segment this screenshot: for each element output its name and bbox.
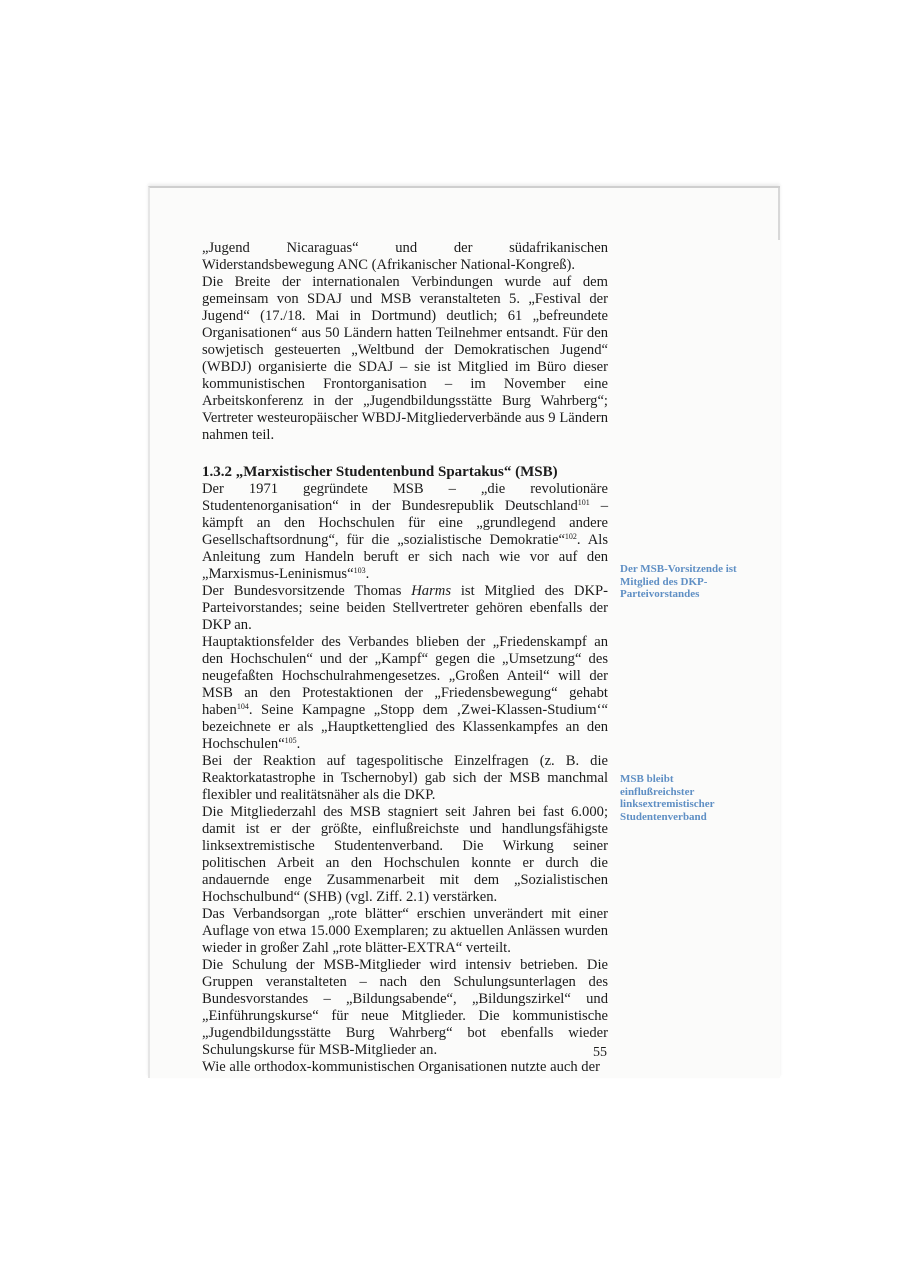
margin-note-membership: MSB bleibt einflußreichster linksextremistischer Studentenverband	[620, 773, 715, 823]
paragraph-intro-1: „Jugend Nicaraguas“ und der südafrikanischen Widerstandsbewegung ANC (Afrikanischer National-Kongreß).	[202, 240, 608, 273]
text-segment: .	[296, 736, 301, 752]
paragraph-msb-continued: Wie alle orthodox-kommunistischen Organisationen nutzte auch der	[202, 1059, 600, 1075]
text-segment: – kämpft an den Hochschulen für eine „grundlegend andere Gesellschaftsordnung“, für die „sozialistische Demokratie“	[202, 498, 608, 548]
footnote-ref: 102	[564, 532, 577, 541]
footnote-ref: 104	[236, 702, 249, 711]
document-page	[148, 186, 780, 1078]
margin-note-chairman: Der MSB-Vorsitzende ist Mitglied des DKP-Parteivorstandes	[620, 563, 737, 600]
section-heading: 1.3.2 „Marxistischer Studentenbund Spartakus“ (MSB)	[202, 464, 558, 480]
paragraph-msb-publication: Das Verbandsorgan „rote blätter“ erschien unverändert mit einer Auflage von etwa 15.000 Exemplaren; zu aktuellen Anlässen wurden wieder in großer Zahl „rote blätter-EXTRA“ verteilt.	[202, 906, 608, 956]
text-segment: . Als Anleitung zum Handeln beruft er sich nach wie vor auf den „Marxismus-Leninismus“	[202, 532, 608, 582]
page-number: 55	[593, 1045, 607, 1060]
paragraph-msb-membership: Die Mitgliederzahl des MSB stagniert seit Jahren bei fast 6.000; damit ist er der größte, einflußreichste und handlungsfähigste linksextremistische Studentenverband. Die Wirkung seiner politischen Arbeit an den Hochschulen konnte er durch die andauernde enge Zusammenarbeit mit dem „Sozialistischen Hochschulbund“ (SHB) (vgl. Ziff. 2.1) verstärken.	[202, 804, 608, 905]
paragraph-msb-founding	[202, 481, 608, 583]
paragraph-msb-chairman	[202, 583, 608, 634]
text-segment: Der 1971 gegründete MSB – „die revolutionäre Studentenorganisation“ in der Bundesrepublik Deutschland	[202, 481, 608, 514]
paragraph-intro-2: Die Breite der internationalen Verbindungen wurde auf dem gemeinsam von SDAJ und MSB veranstalteten 5. „Festival der Jugend“ (17./18. Mai in Dortmund) deutlich; 61 „befreundete Organisationen“ aus 50 Ländern hatten Teilnehmer entsandt. Für den sowjetisch gesteuerten „Weltbund der Demokratischen Jugend“ (WBDJ) organisierte die SDAJ – sie ist Mitglied im Büro dieser kommunistischen Frontorganisation – im November eine Arbeitskonferenz in der „Jugendbildungsstätte Burg Wahrberg“; Vertreter westeuropäischer WBDJ-Mitgliederverbände aus 9 Ländern nahmen teil.	[202, 274, 608, 443]
text-segment: ist Mitglied des DKP-Parteivorstandes; seine beiden Stellvertreter gehören ebenfalls der DKP an.	[202, 583, 609, 633]
text-segment: Hauptaktionsfelder des Verbandes blieben der „Friedenskampf an den Hochschulen“ und der „Kampf“ gegen die „Umsetzung“ des neugefaßten Hochschulrahmengesetzes. „Großen Anteil“ will der MSB an den Protestaktionen der „Friedensbewegung“ gehabt haben	[202, 634, 608, 718]
footnote-ref: 103	[353, 566, 366, 575]
text-segment: .	[365, 566, 370, 582]
text-segment: Der Bundesvorsitzende Thomas	[202, 583, 412, 599]
text-segment: . Seine Kampagne „Stopp dem ‚Zwei-Klassen-Studium‘“ bezeichnete er als „Hauptkettenglied des Klassenkampfes an den Hochschulen“	[202, 702, 608, 752]
paragraph-msb-training: Die Schulung der MSB-Mitglieder wird intensiv betrieben. Die Gruppen veranstalteten – nach den Schulungsunterlagen des Bundesvorstandes – „Bildungsabende“, „Bildungszirkel“ und „Einführungskurse“ für neue Mitglieder. Die kommunistische „Jugendbildungsstätte Burg Wahrberg“ bot ebenfalls wieder Schulungskurse für MSB-Mitglieder an.	[202, 957, 608, 1058]
footnote-ref: 105	[284, 736, 297, 745]
footnote-ref: 101	[577, 498, 590, 507]
paragraph-msb-actions	[202, 634, 608, 753]
person-name: Harms	[411, 583, 451, 599]
paragraph-msb-reaction: Bei der Reaktion auf tagespolitische Einzelfragen (z. B. die Reaktorkatastrophe in Tschernobyl) gab sich der MSB manchmal flexibler und realitätsnäher als die DKP.	[202, 753, 608, 803]
main-text-column	[202, 240, 608, 1076]
